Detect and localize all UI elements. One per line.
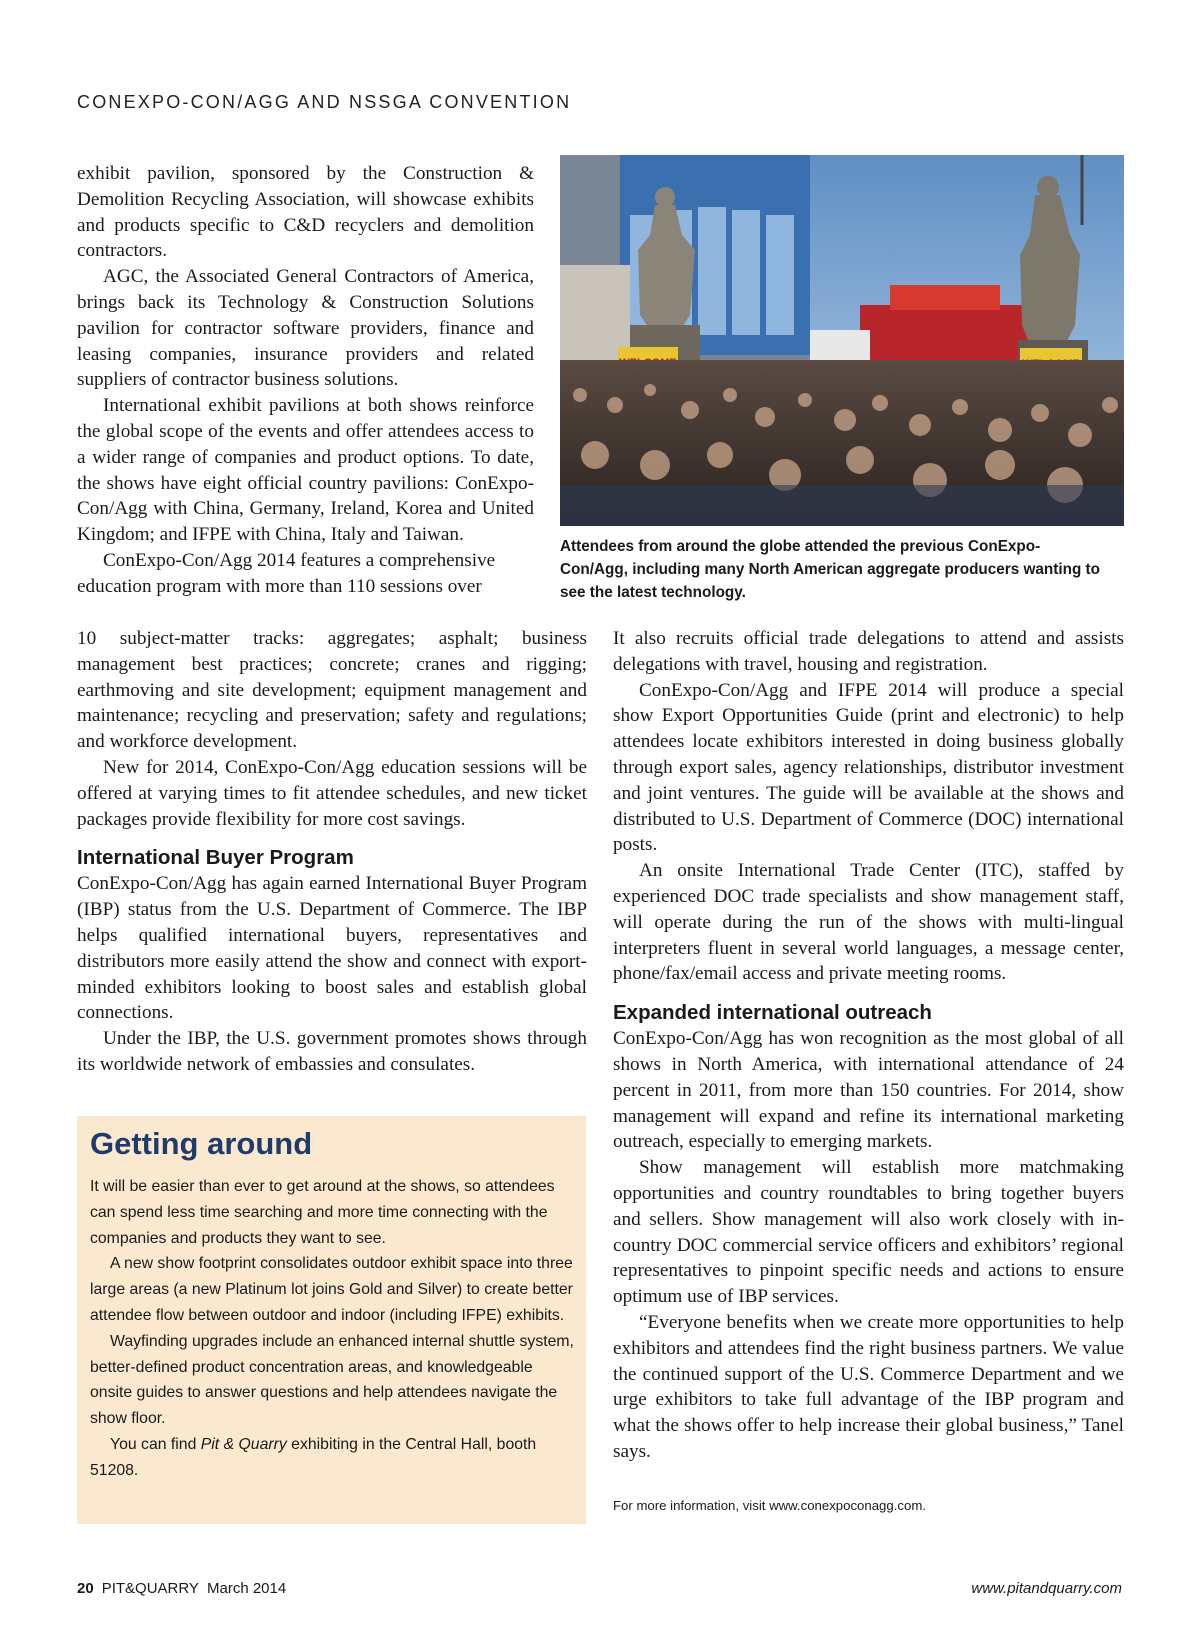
sidebar-text: exhibiting in the Central Hall, booth 51208. [90, 1435, 537, 1479]
sidebar-text: You can find [110, 1435, 201, 1453]
sidebar-paragraph: A new show footprint consolidates outdoor exhibit space into three large areas (a new Platinum lot joins Gold and Silver) to create better attendee flow between outdoor and indoor (including IFPE) exhibits. [90, 1255, 573, 1324]
sidebar-paragraph [90, 1432, 575, 1484]
footer-left [77, 1580, 286, 1597]
sidebar-body [90, 1174, 575, 1484]
left-column-main [77, 626, 587, 1078]
section-heading-ibp: International Buyer Program [77, 846, 354, 870]
sidebar-paragraph: Wayfinding upgrades include an enhanced internal shuttle system, better-defined product concentration areas, and knowledgeable onsite guides to answer questions and help attendees navigate the show floor. [90, 1332, 574, 1428]
footer-url[interactable]: www.pitandquarry.com [971, 1580, 1122, 1597]
paragraph: It also recruits official trade delegations to attend and assists delegations with travel, housing and registration. [613, 628, 1124, 675]
paragraph: Under the IBP, the U.S. government promotes shows through its worldwide network of embassies and consulates. [77, 1028, 587, 1075]
paragraph: Show management will establish more matchmaking opportunities and country roundtables to bring together buyers and sellers. Show management will also work closely with in-country DOC commercial service officers and exhibitors’ regional representatives to pinpoint specific needs and actions to ensure optimum use of IBP services. [613, 1157, 1124, 1308]
paragraph: ConExpo-Con/Agg 2014 features a comprehensive education program with more than 110 sessions over [77, 549, 496, 597]
paragraph: “Everyone benefits when we create more opportunities to help exhibitors and attendees find the right business partners. We value the continued support of the U.S. Commerce Department and we urge exhibitors to take full advantage of the IBP program and what the shows offer to help increase their global business,” Tanel says. [613, 1311, 1124, 1462]
publication-info: PIT&QUARRY March 2014 [101, 1580, 287, 1597]
paragraph: An onsite International Trade Center (ITC), staffed by experienced DOC trade specialists and show management staff, will operate during the run of the shows with multi-lingual interpreters fluent in several world languages, a message center, phone/fax/email access and private meeting rooms. [613, 860, 1124, 985]
paragraph: exhibit pavilion, sponsored by the Construction & Demolition Recycling Association, will showcase exhibits and products specific to C&D recyclers and demolition contractors. [77, 163, 534, 262]
crowd-photo [560, 155, 1124, 526]
paragraph: ConExpo-Con/Agg has won recognition as the most global of all shows in North America, with international attendance of 24 percent in 2011, from more than 150 countries. For 2014, show management will expand and refine its international marketing outreach, especially to emerging markets. [613, 1028, 1124, 1153]
page-number: 20 [77, 1580, 94, 1597]
paragraph: ConExpo-Con/Agg has again earned International Buyer Program (IBP) status from the U.S. Department of Commerce. The IBP helps qualified international buyers, representatives and distributors more easily attend the show and connect with export-minded exhibitors looking to boost sales and establish global connections. [77, 873, 587, 1024]
section-heading-outreach: Expanded international outreach [613, 1001, 932, 1025]
running-head: CONEXPO-CON/AGG AND NSSGA CONVENTION [77, 92, 572, 112]
sidebar-title: Getting around [90, 1126, 313, 1161]
sidebar-paragraph: It will be easier than ever to get around at the shows, so attendees can spend less time searching and more time connecting with the companies and products they want to see. [90, 1178, 555, 1247]
paragraph: ConExpo-Con/Agg and IFPE 2014 will produce a special show Export Opportunities Guide (print and electronic) to help attendees locate exhibitors interested in doing business globally through export sales, agency relationships, distributor investment and joint ventures. The guide will be available at the shows and distributed to U.S. Department of Commerce (DOC) international posts. [613, 679, 1124, 856]
left-column-top [77, 161, 534, 600]
paragraph: 10 subject-matter tracks: aggregates; asphalt; business management best practices; concrete; cranes and rigging; earthmoving and site development; equipment management and maintenance; recycling and preservation; safety and regulations; and workforce development. [77, 628, 587, 753]
paragraph: International exhibit pavilions at both shows reinforce the global scope of the events and offer attendees access to a wider range of companies and product options. To date, the shows have eight official country pavilions: ConExpo-Con/Agg with China, Germany, Ireland, Korea and United Kingdom; and IFPE with China, Italy and Taiwan. [77, 395, 534, 546]
right-column [613, 626, 1124, 1465]
paragraph: AGC, the Associated General Contractors of America, brings back its Technology & Construction Solutions pavilion for contractor software providers, finance and leasing companies, insurance providers and related suppliers of contractor business solutions. [77, 266, 534, 391]
photo-caption: Attendees from around the globe attended the previous ConExpo-Con/Agg, including many North American aggregate producers wanting to see the latest technology. [560, 538, 1100, 601]
getting-around-sidebar [77, 1116, 586, 1524]
paragraph: New for 2014, ConExpo-Con/Agg education sessions will be offered at varying times to fit attendee schedules, and new ticket packages provide flexibility for more cost savings. [77, 756, 587, 830]
publication-name: Pit & Quarry [200, 1435, 287, 1453]
more-info-link[interactable]: For more information, visit www.conexpoconagg.com. [613, 1498, 926, 1513]
